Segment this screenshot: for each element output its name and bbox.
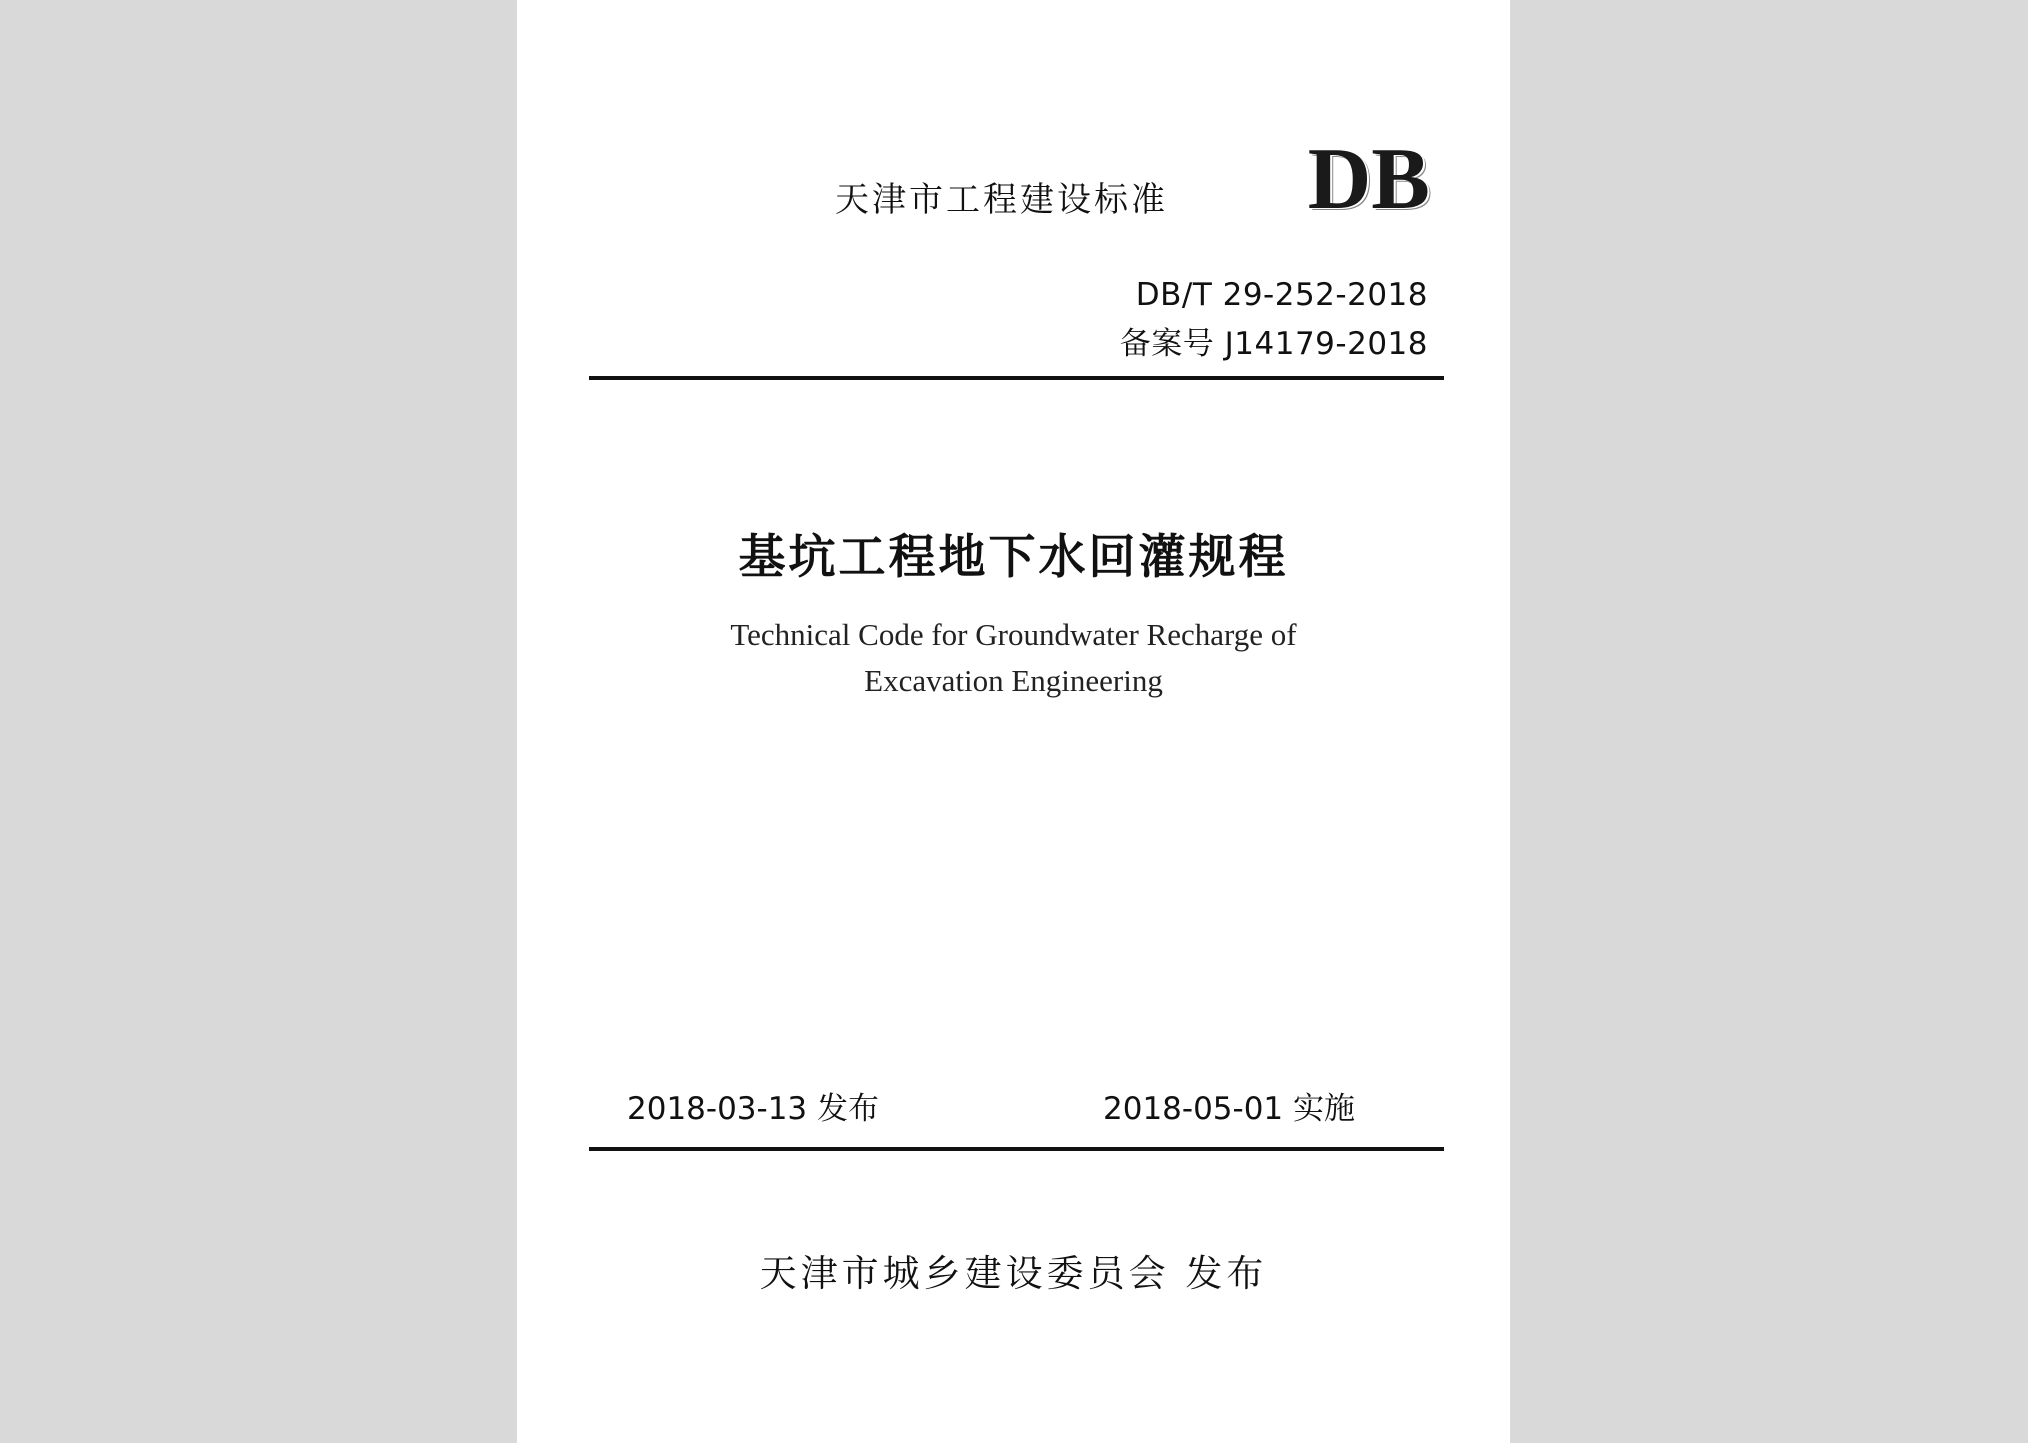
title-english-line-2: Excavation Engineering xyxy=(864,663,1163,698)
db-logo-mark: DB xyxy=(1307,131,1430,228)
standard-code: DB/T 29-252-2018 xyxy=(1135,277,1428,313)
issue-date: 2018-03-13 发布 xyxy=(627,1091,880,1127)
record-number: 备案号 J14179-2018 xyxy=(1119,326,1428,362)
document-page xyxy=(517,0,1510,1443)
bottom-divider xyxy=(589,1147,1444,1151)
implementation-date: 2018-05-01 实施 xyxy=(1103,1091,1356,1127)
standard-type: 天津市工程建设标准 xyxy=(835,180,1168,220)
title-chinese: 基坑工程地下水回灌规程 xyxy=(738,530,1289,585)
publisher: 天津市城乡建设委员会 发布 xyxy=(759,1252,1268,1295)
top-divider xyxy=(589,376,1444,380)
title-english-line-1: Technical Code for Groundwater Recharge of xyxy=(730,617,1297,652)
